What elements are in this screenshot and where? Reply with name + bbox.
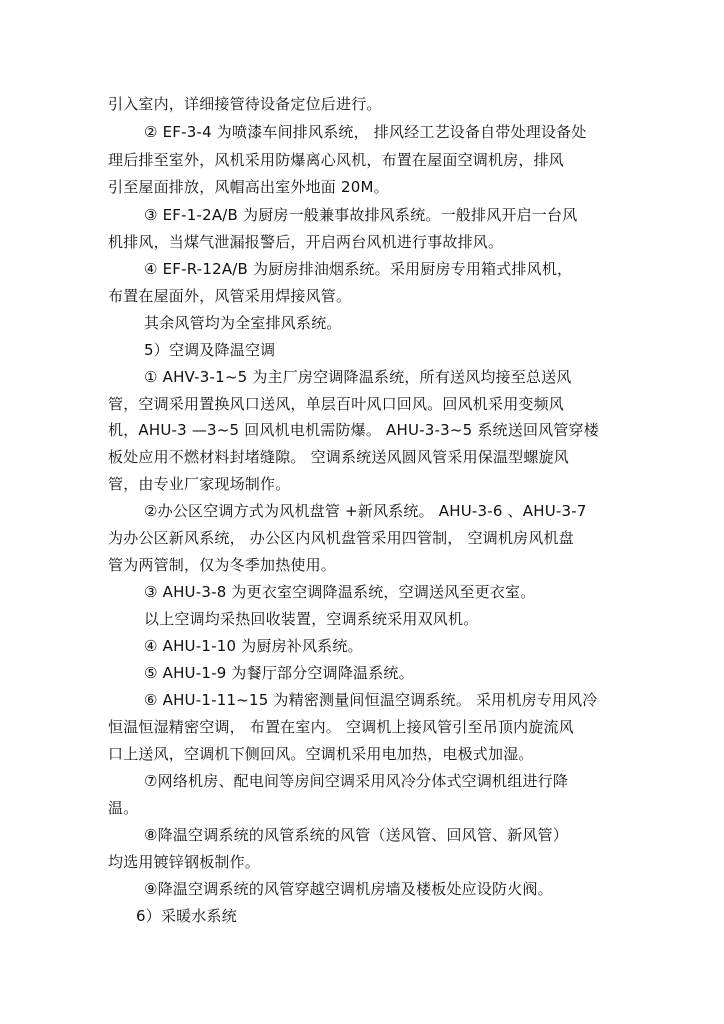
- text-line: ① AHV-3-1~5 为主厂房空调降温系统，所有送风均接至总送风: [144, 368, 572, 386]
- text-line: 其余风管均为全室排风系统。: [144, 314, 342, 332]
- text-line: ③ EF-1-2A/B 为厨房一般兼事故排风系统。一般排风开启一台风: [144, 206, 578, 224]
- text-line: ④ EF-R-12A/B 为厨房排油烟系统。采用厨房专用箱式排风机，: [144, 260, 573, 278]
- text-line: 引至屋面排放，风帽高出室外地面 20M。: [108, 178, 389, 196]
- text-line: 恒温恒湿精密空调， 布置在室内。 空调机上接风管引至吊顶内旋流风: [108, 718, 574, 736]
- text-line: ⑨降温空调系统的风管穿越空调机房墙及楼板处应设防火阀。: [144, 880, 553, 898]
- text-line: ② EF-3-4 为喷漆车间排风系统， 排风经工艺设备自带处理设备处: [144, 123, 587, 141]
- text-line: ⑧降温空调系统的风管系统的风管（送风管、回风管、新风管）: [144, 826, 569, 844]
- text-line: 温。: [108, 799, 139, 817]
- text-line: 管，由专业厂家现场制作。: [108, 475, 291, 493]
- text-line: 机排风，当煤气泄漏报警后，开启两台风机进行事故排风。: [108, 233, 504, 251]
- text-line: ⑤ AHU-1-9 为餐厅部分空调降温系统。: [144, 664, 414, 682]
- text-line: 为办公区新风系统， 办公区内风机盘管采用四管制， 空调机房风机盘: [108, 529, 574, 547]
- text-line: 管为两管制，仅为冬季加热使用。: [108, 556, 337, 574]
- text-line: ⑦网络机房、配电间等房间空调采用风冷分体式空调机组进行降: [144, 772, 569, 790]
- text-line: ④ AHU-1-10 为厨房补风系统。: [144, 637, 363, 655]
- text-line: 口上送风，空调机下侧回风。空调机采用电加热，电极式加湿。: [108, 745, 534, 763]
- section-heading: 6）采暖水系统: [136, 907, 237, 925]
- text-line: 管，空调采用置换风口送风，单层百叶风口回风。回风机采用变频风: [108, 395, 565, 413]
- text-line: 机，AHU-3 —3~5 回风机电机需防爆。 AHU-3-3~5 系统送回风管穿楼: [108, 421, 599, 439]
- text-line: 板处应用不燃材料封堵缝隙。 空调系统送风圆风管采用保温型螺旋风: [108, 448, 569, 466]
- text-line: 理后排至室外，风机采用防爆离心风机，布置在屋面空调机房，排风: [108, 151, 565, 169]
- text-line: ⑥ AHU-1-11~15 为精密测量间恒温空调系统。 采用机房专用风冷: [144, 691, 598, 709]
- text-line: ③ AHU-3-8 为更衣室空调降温系统，空调送风至更衣室。: [144, 583, 536, 601]
- text-line: 以上空调均采热回收装置，空调系统采用双风机。: [144, 610, 479, 628]
- text-line: 均选用镀锌钢板制作。: [108, 853, 261, 871]
- section-heading: 5）空调及降温空调: [144, 341, 276, 359]
- text-line: 引入室内，详细接管待设备定位后进行。: [108, 95, 382, 113]
- text-line: 布置在屋面外，风管采用焊接风管。: [108, 287, 352, 305]
- text-line: ②办公区空调方式为风机盘管 +新风系统。 AHU-3-6 、AHU-3-7: [144, 502, 587, 520]
